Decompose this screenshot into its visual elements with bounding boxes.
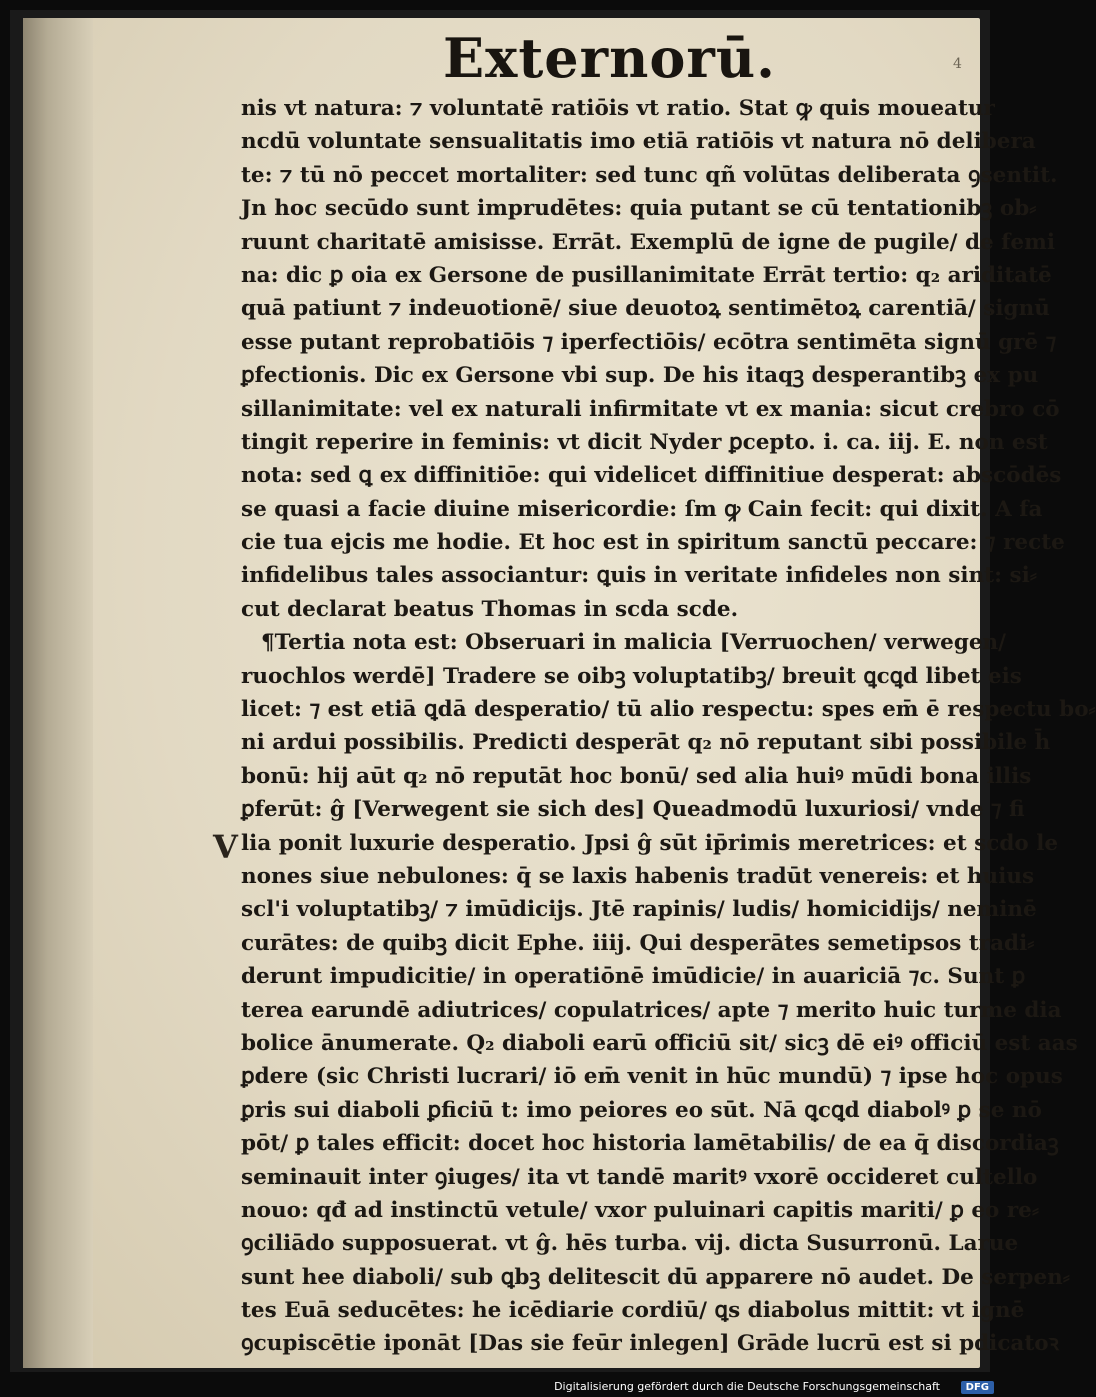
body-text <box>241 92 1096 1361</box>
text-line: seminauit inter ꝯiuges/ ita vt tandē maritꝰ vxorē occideret cultello <box>241 1164 1038 1190</box>
text-line: terea earundē adiutrices/ copulatrices/ apte ⁊ merito huic turme dia <box>241 997 1062 1023</box>
digitization-credit: Digitalisierung gefördert durch die Deutsche Forschungsgemeinschaft <box>554 1380 940 1393</box>
page-gutter-shadow <box>23 18 93 1368</box>
text-line: ruunt charitatē amisisse. Errāt. Exemplū de igne de pugile/ de femi <box>241 229 1056 255</box>
text-line: nones siue nebulones: q̄ se laxis habenis tradūt venereis: et huius <box>241 863 1035 889</box>
text-line: licet: ⁊ est etiā ꝗdā desperatio/ tū alio respectu: spes em̄ ē respectu bo⸗ <box>241 697 1096 723</box>
text-line: lia ponit luxurie desperatio. Jpsi ĝ sūt ip̄rimis meretrices: et scdo le <box>241 830 1059 856</box>
margin-letter: V <box>213 828 238 866</box>
text-line: ꝯcupiscētie iponāt [Das sie feūr inlegen] Grāde lucrū est si pdicatoꝛ <box>241 1331 1059 1357</box>
text-line: pōt/ ꝑ tales efficit: docet hoc historia lamētabilis/ de ea q̄ discordiaꝫ <box>241 1131 1059 1157</box>
text-line: tes Euā seducētes: he icēdiarie cordiū/ ꝗs diabolus mittit: vt ignē <box>241 1298 1025 1324</box>
text-line: Jn hoc secūdo sunt imprudētes: quia putant se cū tentationibꝫ ob⸗ <box>241 196 1037 222</box>
text-line: na: dic ꝑ oia ex Gersone de pusillanimitate Errāt tertio: q₂ ariditatē <box>241 262 1052 288</box>
text-line: te: ⁊ tū nō peccet mortaliter: sed tunc qñ volūtas deliberata ꝯsentit. <box>241 162 1058 188</box>
running-header: Externorū. <box>443 26 776 90</box>
folio-mark: 4 <box>953 56 962 72</box>
text-line: nis vt natura: ⁊ voluntatē ratiōis vt ratio. Stat ꝙ quis moueatur <box>241 96 995 121</box>
text-line: ruochlos werdē] Tradere se oibꝫ voluptatibꝫ/ breuit ꝗcꝗd libet eis <box>241 663 1022 689</box>
text-line: scl'i voluptatibꝫ/ ⁊ imūdicijs. Jtē rapinis/ ludis/ homicidijs/ neminē <box>241 897 1037 923</box>
text-line: infidelibus tales associantur: ꝗuis in veritate infideles non sint: si⸗ <box>241 563 1037 589</box>
dfg-logo: DFG <box>961 1381 994 1394</box>
text-line: nota: sed ꝗ ex diffinitiōe: qui videlicet diffinitiue desperat: abscōdēs <box>241 463 1062 489</box>
text-line: ¶Tertia nota est: Obseruari in malicia [Verruochen/ verwegen/ <box>261 630 1007 656</box>
text-line: ꝑdere (sic Christi lucrari/ iō em̄ venit in hūc mundū) ⁊ ipse hoc opus <box>241 1064 1063 1090</box>
text-line: bolice ānumerate. Q₂ diaboli earū officiū sit/ sicꝫ dē eiꝰ officiū est aas <box>241 1030 1078 1056</box>
text-line: ꝑris sui diaboli ꝑficiū t: imo peiores eo sūt. Nā ꝗcꝗd diabolꝰ ꝑ se nō <box>241 1097 1042 1123</box>
book-page <box>23 18 1096 1368</box>
text-line: ꝑferūt: ĝ [Verwegent sie sich des] Queadmodū luxuriosi/ vnde ⁊ fi <box>241 797 1025 823</box>
text-line: cie tua ejcis me hodie. Et hoc est in spiritum sanctū peccare: ⁊ recte <box>241 530 1065 556</box>
text-line: nouo: qđ ad instinctū vetule/ vxor puluinari capitis mariti/ ꝑ eo re⸗ <box>241 1197 1040 1223</box>
scan-frame <box>10 10 1096 1372</box>
text-line: curātes: de quibꝫ dicit Ephe. iiij. Qui desperātes semetipsos tradi⸗ <box>241 930 1035 956</box>
text-line: ꝑfectionis. Dic ex Gersone vbi sup. De his itaqꝫ desperantibꝫ ex pu <box>241 363 1039 389</box>
text-line: esse putant reprobatiōis ⁊ iperfectiōis/ ecōtra sentimēta signū grē ⁊ <box>241 329 1057 355</box>
text-line: tingit reperire in feminis: vt dicit Nyder ꝑcepto. i. ca. iij. E. non est <box>241 429 1048 455</box>
text-line: bonū: hij aūt q₂ nō reputāt hoc bonū/ sed alia huiꝰ mūdi bona illis <box>241 763 1032 789</box>
text-line: cut declarat beatus Thomas in scda scde. <box>241 596 739 622</box>
text-line: ni ardui possibilis. Predicti desperāt q₂ nō reputant sibi possibile h̄ <box>241 730 1051 756</box>
text-line: quā patiunt ⁊ indeuotionē/ siue deuotoꝝ sentimētoꝝ carentiā/ signū <box>241 296 1050 322</box>
text-line: se quasi a facie diuine misericordie: ſm ꝙ Cain fecit: qui dixit. A fa <box>241 496 1043 522</box>
text-line: derunt impudicitie/ in operatiōnē imūdicie/ in auariciā ⁊c. Sunt ꝑ <box>241 964 1026 990</box>
text-line: ꝯciliādo supposuerat. vt ĝ. hēs turba. vij. dicta Susurronū. Larue <box>241 1231 1019 1257</box>
text-line: sillanimitate: vel ex naturali infirmitate vt ex mania: sicut crebro cō <box>241 396 1060 422</box>
text-line: ncdū voluntate sensualitatis imo etiā ratiōis vt natura nō delibera <box>241 129 1036 155</box>
text-line: sunt hee diaboli/ sub ꝗbꝫ delitescit dū apparere nō audet. De serpen⸗ <box>241 1264 1070 1290</box>
